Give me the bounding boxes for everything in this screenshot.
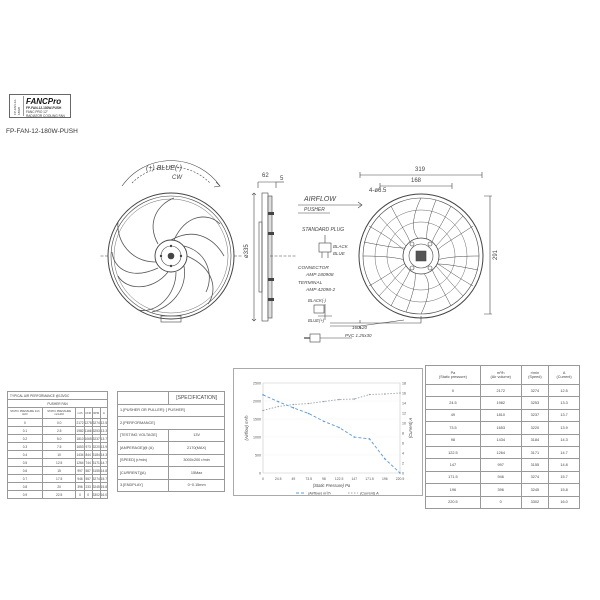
blue-label: BLUE [333,251,345,256]
wire-harness [330,316,421,323]
perf-cell: 0.4 [8,451,43,459]
wire-plug-end-icon [310,334,320,342]
right-cell: 220.5 [426,496,481,508]
right-cell: 997 [480,459,521,471]
right-cell: 946 [480,471,521,483]
right-header-cell [480,366,521,385]
spec-key: [SPEED] (r/min) [118,454,169,467]
chart-point [293,404,295,406]
perf-cell: 0.9 [8,491,43,499]
perf-cell: 233 [85,484,91,489]
right-cell: 3237 [521,409,549,421]
perf-cell: 587 [85,468,91,473]
pvc-label: PVC 1.25x30 [345,333,372,338]
rear-width-dim: 319 [415,167,426,173]
wire-black-label: BLACK(-) [308,298,326,303]
direction-label: (+) BLUE(-) [146,165,182,172]
right-cell: 49 [426,409,481,421]
y-right-tick-label: 0 [402,471,404,476]
perf-cell: 396 [77,484,83,489]
right-header-line: (Air volume) [490,375,511,379]
spec-value: 0~0.15mm [169,479,225,492]
right-table-row [426,397,580,409]
y-left-tick-label: 1000 [253,435,261,440]
perf-cell: 22.5 [42,491,76,499]
right-cell: 3245 [521,484,549,496]
terminal-part: AMP 42098-2 [306,288,336,293]
perf-table-row [8,475,108,483]
chart-point [262,410,264,412]
y-right-tick-label: 14 [402,401,406,406]
perf-cell: 0.2 [8,435,43,443]
perf-header-cell: STATIC PRESSURE mmH2O [42,408,76,419]
right-header-cell [426,366,481,385]
right-table-row [426,422,580,434]
chart-series-line [263,395,400,473]
perf-table-title: TYPICAL AIR PERFORMANCE @13VDC [8,392,108,400]
black-label: BLACK [333,244,348,249]
spec-table-row [118,404,225,417]
chart-point [277,406,279,408]
perf-cell: 1278 [84,420,92,425]
legend-label: (Airflow) m³/h [308,491,331,495]
perf-header-cell: CFM [84,408,92,419]
perf-table-header [8,408,108,419]
perf-table-row [8,467,108,475]
right-cell: 14.7 [549,446,580,458]
right-table-row [426,471,580,483]
chart-point [323,401,325,403]
performance-chart [234,369,422,495]
terminal-label: TERMINAL [298,281,323,286]
brand-size: FANC PRO 12" [26,110,48,114]
brand-logo: FANCPro [26,97,62,106]
spec-value: 2170(MAX) [169,442,225,455]
perf-cell: 3302 [92,492,100,497]
perf-cell: 0.6 [8,467,43,475]
wire-terminal-icon [314,305,324,313]
right-cell: 15.8 [549,484,580,496]
spec-table-row [118,429,225,442]
rear-height-dim: 291 [493,249,499,260]
y-right-tick-label: 10 [402,421,406,426]
right-cell: 73.5 [426,422,481,434]
y-right-axis-label: (Current) A [408,417,413,439]
right-header-line: r/min [530,371,540,375]
right-cell: 1810 [480,409,521,421]
chart-point [293,407,295,409]
right-table-row [426,434,580,446]
chart-point [308,403,310,405]
right-cell: 13.9 [549,422,580,434]
perf-header-cell: STATIC PRESSURE Inch H2O [8,408,43,419]
rear-hole-dim: 4-ø6.5 [369,188,387,194]
perf-cell: 557 [85,476,91,481]
perf-cell: 13.3 [100,428,107,433]
perf-cell: 3220 [92,444,100,449]
y-right-tick-label: 8 [402,431,404,436]
chart-point [354,436,356,438]
right-header-line: (Static pressure) [438,375,467,379]
airflow-label: AIRFLOW [304,196,336,203]
perf-cell: 3237 [92,436,100,441]
spec-table-row [118,442,225,455]
right-header-line: A [562,371,566,375]
y-left-tick-label: 0 [259,471,261,476]
perf-cell: 973 [85,444,91,449]
right-cell: 14.8 [549,459,580,471]
perf-cell: 744 [85,460,91,465]
spec-value: 3000±200 r/min [169,454,225,467]
chart-point [308,413,310,415]
chart-point [399,392,401,394]
spec-key: [AMPERAGE]@ (A) [118,442,169,455]
perf-cell: 3155 [92,468,100,473]
perf-cell: 15.7 [100,476,107,481]
perf-cell: 3171 [92,460,100,465]
perf-cell: 1653 [76,444,84,449]
perf-cell: 946 [77,476,83,481]
perf-cell: 0.7 [8,475,43,483]
perf-cell: 15.8 [100,484,107,489]
perf-cell: 0 [8,419,43,427]
right-header-line: (Speed) [528,375,542,379]
right-cell: 1653 [480,422,521,434]
right-table [425,365,580,509]
x-tick-label: 98 [321,477,326,481]
perf-cell: 1810 [76,436,84,441]
y-right-tick-label: 12 [402,411,406,416]
perf-cell: 5.0 [42,435,76,443]
perf-header-cell: RPM [92,408,100,419]
perf-cell: 1264 [76,460,84,465]
right-cell: 14.3 [549,434,580,446]
right-cell: 171.5 [426,471,481,483]
spec-table-title: [SPECIFICATION] [169,392,225,405]
right-cell: 0 [480,496,521,508]
wire-length-label: 160±20 [352,325,367,330]
perf-cell: 15 [42,467,76,475]
perf-cell: 17.5 [42,475,76,483]
right-cell: 98 [426,434,481,446]
standard-plug-icon [319,243,331,252]
spec-table-row [118,454,225,467]
right-table-row [426,484,580,496]
right-cell: 396 [480,484,521,496]
right-header-cell [549,366,580,385]
right-header-line: (Current) [556,375,572,379]
side-shroud [262,193,268,321]
perf-cell: 14.3 [100,452,107,457]
rotation-label: CW [172,175,182,181]
spec-value: 15Max [169,467,225,480]
connector-part: AMP 180908 [306,273,334,278]
perf-table-row [8,451,108,459]
perf-cell: 12.5 [42,459,76,467]
depth-dimension-line [258,182,276,188]
perf-cell: 2172 [76,420,84,425]
right-table-row [426,459,580,471]
right-cell: 13.7 [549,409,580,421]
perf-cell: 10 [42,451,76,459]
y-left-tick-label: 2500 [253,381,261,386]
chart-point [384,393,386,395]
perf-cell: 0.5 [8,459,43,467]
y-left-tick-label: 500 [255,453,261,458]
y-right-tick-label: 6 [402,441,404,446]
chart-point [384,458,386,460]
x-tick-label: 49 [291,477,296,481]
side-hub [259,222,262,292]
perf-cell: 13.7 [100,436,107,441]
right-table-row [426,385,580,397]
perf-table-row [8,419,108,427]
right-cell: 3274 [521,385,549,397]
right-cell: 16.0 [549,496,580,508]
perf-table-row [8,483,108,491]
right-cell: 2172 [480,385,521,397]
perf-cell: 0.8 [8,483,43,491]
perf-header-cell: A [100,408,107,419]
x-tick-label: 24.5 [274,477,282,481]
perf-table [7,391,108,499]
chart-point [323,421,325,423]
perf-cell: 1065 [84,436,92,441]
spec-key: 2.[PERFORMANCE] [118,417,225,430]
motor-connector-block [416,251,426,261]
y-left-axis-label: (Airflow) m³/h [244,415,249,441]
right-cell: 122.5 [426,446,481,458]
rear-view [330,172,492,329]
spec-table-row [118,467,225,480]
perf-cell: 3274 [92,476,100,481]
x-tick-label: 73.5 [305,477,312,481]
pusher-label: PUSHER [304,207,325,213]
perf-cell: 1434 [76,452,84,457]
right-cell: 3184 [521,434,549,446]
perf-table-row [8,435,108,443]
right-cell: 1982 [480,397,521,409]
y-right-tick-label: 18 [402,381,406,386]
standard-plug-label: STANDARD PLUG [302,227,345,233]
part-number: FP-FAN-12-180W-PUSH [6,128,78,135]
perf-cell: 3274 [92,420,100,425]
right-cell: 24.5 [426,397,481,409]
chart-point [277,401,279,403]
right-table-header [426,366,580,385]
perf-table-row [8,443,108,451]
front-view [99,161,243,322]
chart-point [338,399,340,401]
perf-cell: 20 [42,483,76,491]
right-cell: 3171 [521,446,549,458]
y-left-tick-label: 2000 [253,399,261,404]
right-header-cell [521,366,549,385]
connector-label: CONNECTOR [298,266,329,271]
perf-cell: 7.5 [42,443,76,451]
legend-label: (Current) A [360,491,379,495]
right-cell: 147 [426,459,481,471]
perf-cell: 14.8 [100,468,107,473]
height-dimension-line [484,196,492,314]
spec-table-row [118,417,225,430]
x-tick-label: 122.5 [334,477,344,481]
perf-cell: 0.3 [8,443,43,451]
side-view [252,182,296,321]
x-tick-label: 171.5 [365,477,374,481]
perf-header-cell: m³/h [76,408,84,419]
chart-point [354,398,356,400]
perf-cell: 14.7 [100,460,107,465]
chart-series-line [263,393,400,411]
right-cell: 12.5 [549,385,580,397]
brand-seal-text: FP-FAN-12-180W [13,98,21,115]
y-left-tick-label: 1500 [253,417,261,422]
x-tick-label: 0 [262,477,264,481]
perf-cell: 1982 [76,428,84,433]
spec-table-row [118,479,225,492]
right-cell: 3155 [521,459,549,471]
x-tick-label: 147 [351,477,358,481]
perf-table-row [8,459,108,467]
chart-point [262,394,264,396]
perf-cell: 2.5 [42,427,76,435]
spec-key: [CURRENT](A) [118,467,169,480]
chart-point [338,427,340,429]
perf-cell: 844 [85,452,91,457]
perf-cell: 3184 [92,452,100,457]
brand-type: RADIATOR COOLING FAN [26,113,65,118]
perf-cell: 997 [77,468,83,473]
chart-point [369,438,371,440]
right-table-row [426,409,580,421]
chart-point [369,394,371,396]
right-cell: 3274 [521,471,549,483]
fan-shaft [168,253,174,259]
right-cell: 0 [426,385,481,397]
right-cell: 196 [426,484,481,496]
y-right-tick-label: 16 [402,391,406,396]
perf-cell: 16.0 [100,492,107,497]
brand-model: FP-FAN-12-180W-PUSH [26,106,62,110]
x-tick-label: 196 [381,477,388,481]
chart-plot-area [263,383,400,473]
right-header-line: Pa [450,371,456,375]
right-cell: 3220 [521,422,549,434]
side-diameter-dim: ø335 [244,244,250,258]
perf-cell: 0 [84,491,92,499]
y-right-tick-label: 2 [402,461,404,466]
spec-key: [TESTING VOLTAGE] [118,429,169,442]
perf-table-row [8,491,108,499]
x-axis-label: (Static Pressure) Pa [312,483,351,488]
x-tick-label: 220.5 [395,477,405,481]
wire-blue-label: BLUE(+) [308,318,325,323]
perf-cell: 3253 [92,428,100,433]
y-right-tick-label: 4 [402,451,404,456]
spec-table [117,391,225,492]
perf-cell: 3245 [92,484,100,489]
right-table-row [426,446,580,458]
right-cell: 15.7 [549,471,580,483]
chart-point [399,472,401,474]
rear-inner-dim: 168 [411,178,422,184]
right-cell: 13.3 [549,397,580,409]
right-cell: 1434 [480,434,521,446]
perf-cell: 13.9 [100,444,107,449]
right-table-row [426,496,580,508]
perf-cell: 12.5 [100,420,107,425]
right-cell: 1264 [480,446,521,458]
perf-cell: 1166 [84,428,92,433]
perf-table-row [8,427,108,435]
spec-value: 13V [169,429,225,442]
right-cell: 3253 [521,397,549,409]
side-small-dim: 5 [280,176,284,182]
perf-cell: 0 [76,491,84,499]
spec-key: 3.[ENDPLAY] [118,479,169,492]
side-depth-dim: 62 [262,173,269,179]
right-cell: 3302 [521,496,549,508]
perf-table-subtitle: PUSHER FAN [8,400,108,408]
perf-cell: 0.0 [42,419,76,427]
perf-cell: 0.1 [8,427,43,435]
chart-frame [233,368,423,496]
spec-key: 1.[PUSHER OR PULLER]: [ PUSHER] [118,404,225,417]
right-header-line: m³/h [496,371,505,375]
